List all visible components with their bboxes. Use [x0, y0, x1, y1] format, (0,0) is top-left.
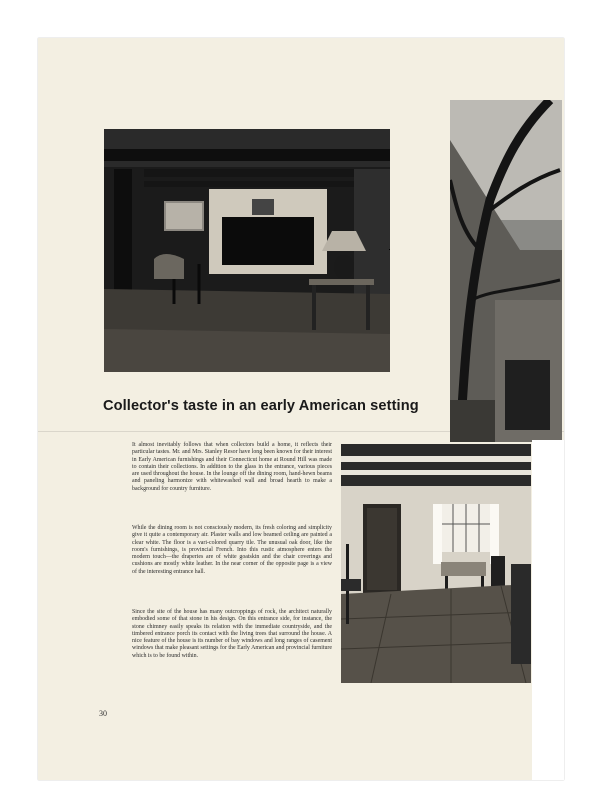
- page-number: 30: [99, 709, 107, 718]
- body-paragraph-1: It almost inevitably follows that when collectors build a home, it reflects their particular tastes. Mr. and Mrs. Stanley Resor have long been known for their interest in Early American furnishings and their Connecticut home at Round Hill was made to contain their collections. In addition to the glass in the entrance, various pieces are used throughout the house. In the lounge off the dining room, hand-hewn beams and paneling harmonize with whitewashed wall and broad hearth to make a background for country furniture.: [132, 442, 332, 492]
- article-headline: Collector's taste in an early American setting: [103, 398, 419, 414]
- body-paragraph-2: While the dining room is not consciously modern, its fresh coloring and simplicity give it quite a contemporary air. Plaster walls and low beamed ceiling are painted a clear white. The floor is a vari-colored quarry tile. The unusual oak door, like the room's furnishings, is provincial French. Into this rustic atmosphere enters the modern touch—the draperies are of white goatskin and the chair coverings and cushions are mostly white leather. In the near corner of the opposite page is a view of the interesting entrance hall.: [132, 525, 332, 575]
- torn-edge: [532, 440, 564, 780]
- photo-dining-room: [341, 444, 531, 683]
- body-paragraph-3: Since the site of the house has many outcroppings of rock, the architect naturally embodied some of that stone in his design. On this entrance side, for instance, the stone chimney easily speaks its relation with the immediate countryside, and the timbered entrance porch its contact with the living trees that surround the house. A nice feature of the house is its number of bay windows and long ranges of casement windows that make pleasant settings for the Early American and provincial furniture which is to be found within.: [132, 609, 332, 659]
- photo-lounge-fireplace: [104, 129, 390, 372]
- photo-house-exterior: [450, 100, 562, 442]
